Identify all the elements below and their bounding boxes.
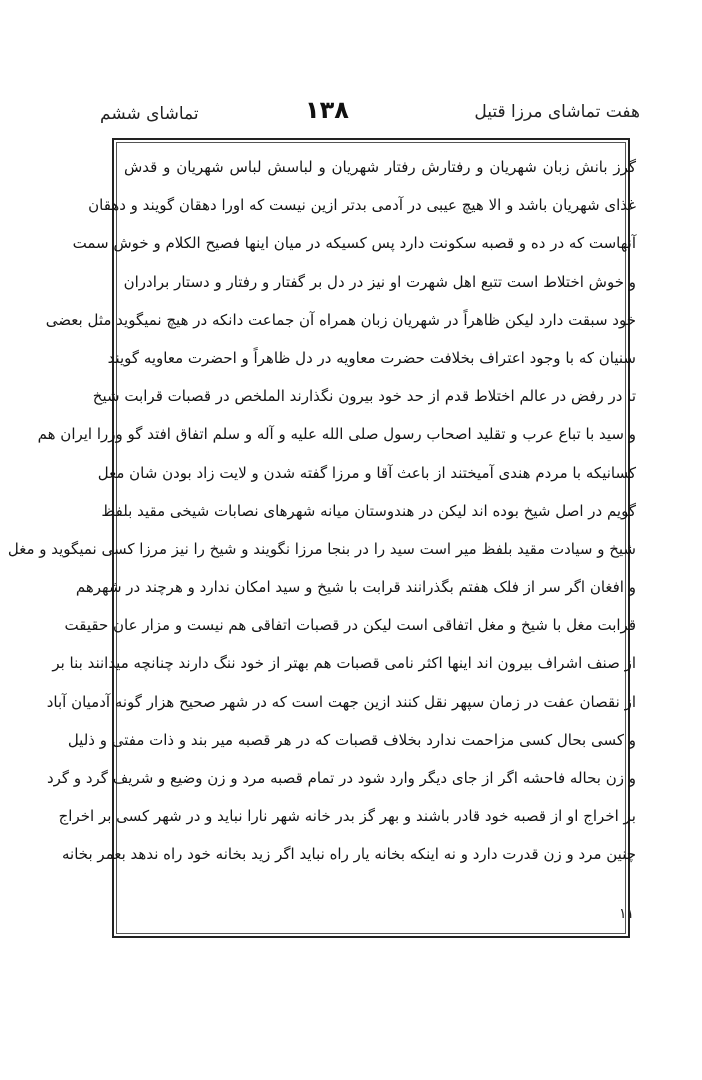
header-book-title: هفت تماشای مرزا قتیل — [474, 102, 640, 122]
text-line: خود سبقت دارد لیکن ظاهراً در شهریان زبان همراه آن جماعت دانکه در هیچ نمیگوید مثل بعضی — [45, 310, 636, 329]
text-line: و سید با تباع عرب و تقلید اصحاب رسول صلی الله علیه و آله و سلم اتفاق افتد گو وزرا ایران هم — [37, 425, 636, 444]
manuscript-body — [7, 148, 640, 938]
text-line: بر اخراج او از قصبه خود قادر باشند و بهر گز بدر خانه شهر نارا نباید و در شهر کسی بر اخراج — [58, 807, 636, 826]
text-line: آنهاست که در ده و قصبه سکونت دارد پس کسیکه در میان اینها فصیح الکلام و خوش سمت — [72, 234, 636, 253]
text-line: کسانیکه با مردم هندی آمیختند از باعث آقا و مرزا گفته شدن و لایت زاد بودن شان مغل — [97, 463, 636, 482]
text-line: از صنف اشراف بیرون اند اینها اکثر نامی قصبات هم بهتر از خود ننگ دارند چنانچه میدانند بنا بر — [52, 654, 636, 673]
margin-note: ۱۱ — [618, 906, 634, 922]
page-header — [100, 96, 640, 138]
text-line: و کسی بحال کسی مزاحمت ندارد بخلاف قصبات که در هر قصبه میر بند و ذات مفتی و ذلیل — [67, 730, 636, 749]
text-line: سنیان که با وجود اعتراف بخلافت حضرت معاویه در دل ظاهراً و احضرت معاویه گویند — [107, 348, 636, 367]
text-line: غذای شهریان باشد و الا هیچ عیبی در آدمی بدتر ازین نیست که اورا دهقان گویند و دهقان — [88, 196, 636, 215]
text-line: و خوش اختلاط است تتبع اهل شهرت او نیز در دل بر گفتار و رفتار و دستار برادران — [123, 272, 636, 291]
text-line: و زن بحاله فاحشه اگر از جای دیگر وارد شود در تمام قصبه مرد و زن وضیع و شریف گرد و گرد — [46, 769, 636, 787]
header-chapter-title: تماشای ششم — [100, 104, 199, 124]
text-line: قرابت مغل با شیخ و مغل اتفاقی است لیکن در قصبات اتفاقی هم نیست و مزار عان حقیقت — [64, 616, 636, 635]
text-line: چنین مرد و زن قدرت دارد و نه اینکه بخانه یار راه نباید اگر زید بخانه خود راه ندهد بعمر بخانه — [62, 845, 636, 864]
page-number: ۱۳۸ — [305, 96, 349, 124]
text-line: تا در رفض در عالم اختلاط قدم از حد خود بیرون نگذارند الملخص در قصبات قرابت شیخ — [92, 387, 636, 406]
text-line: و افغان اگر سر از فلک هفتم بگذرانند قرابت با شیخ و سید امکان ندارد و هرچند در شهرهم — [75, 578, 636, 597]
text-line: شیخ و سیادت مقید بلفظ میر است سید را در بنجا مرزا نگویند و شیخ را نیز مرزا کسی نمیگوید و مغل — [7, 539, 636, 558]
text-line: گرز بانش زبان شهریان و رفتارش رفتار شهریان و لباسش لباس شهریان و قدش — [124, 158, 636, 176]
text-line: از نقصان عفت در زمان سپهر نقل کنند ازین جهت است که در شهر صحیح هزار گونه آدمیان آباد — [46, 692, 636, 711]
text-line: گویم در اصل شیخ بوده اند لیکن در هندوستان میانه شهرهای نصابات شیخی مقید بلفظ — [101, 501, 636, 520]
